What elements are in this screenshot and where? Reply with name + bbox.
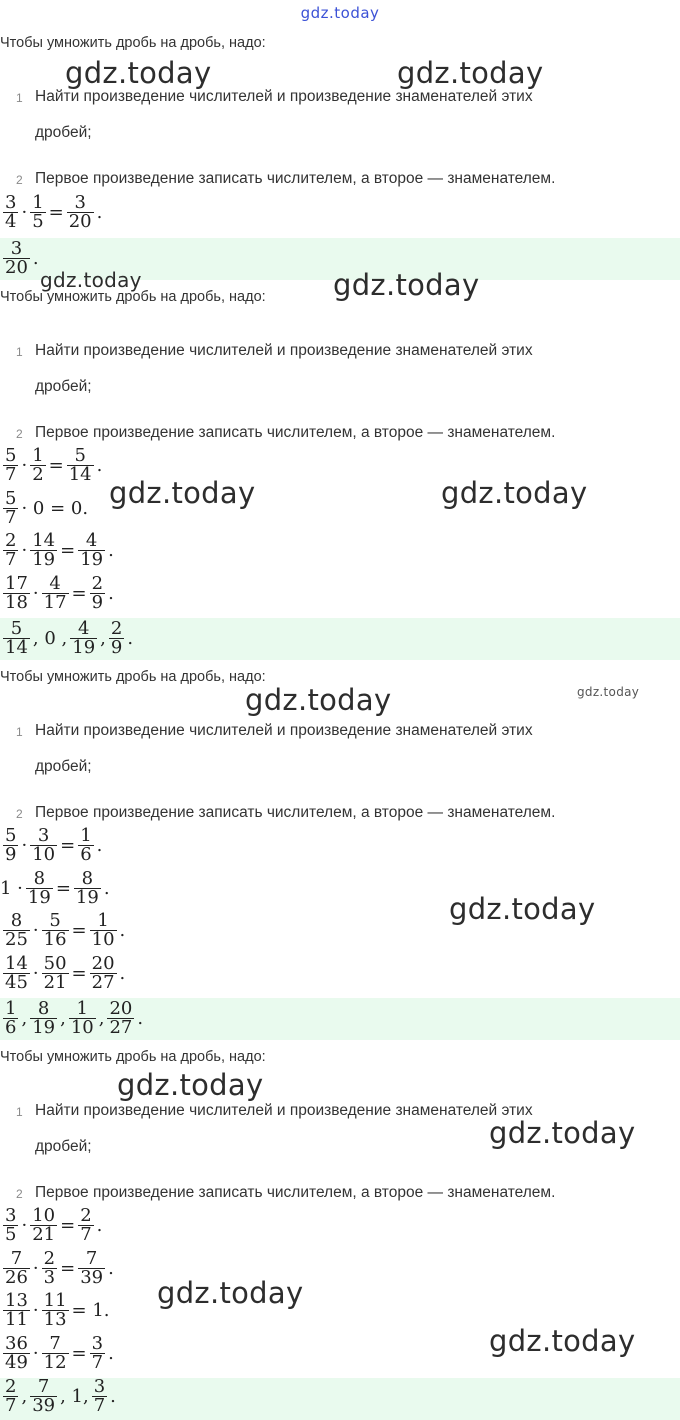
- watermark: gdz.today: [65, 56, 212, 90]
- fraction: [3, 240, 30, 277]
- denominator: 2: [32, 464, 44, 485]
- fraction: [30, 194, 45, 231]
- fraction: [3, 1207, 18, 1244]
- numerator: 3: [3, 240, 30, 259]
- fraction: [30, 827, 57, 864]
- math-text: , 0 ,: [32, 628, 68, 649]
- fraction: [3, 490, 18, 527]
- watermark: gdz.today: [489, 1116, 636, 1150]
- math-text: =: [71, 583, 87, 604]
- watermark: gdz.today: [577, 685, 640, 699]
- math-text: ·: [32, 963, 39, 984]
- equation: [0, 870, 110, 910]
- denominator: 45: [5, 972, 28, 993]
- math-text: ·: [21, 455, 28, 476]
- fraction: [78, 1207, 93, 1244]
- denominator: 5: [5, 1224, 17, 1245]
- math-text: ·: [21, 202, 28, 223]
- math-text: ·: [32, 583, 39, 604]
- numerator: 8: [30, 1000, 57, 1019]
- math-text: · 0 = 0.: [21, 498, 89, 519]
- fraction: [67, 447, 94, 484]
- math-text: .: [137, 1008, 144, 1029]
- equation: [0, 1250, 114, 1290]
- step-number: 2: [16, 807, 23, 821]
- numerator: 7: [42, 1335, 69, 1354]
- fraction: [74, 870, 101, 907]
- math-text: 1 ·: [0, 878, 23, 899]
- watermark: gdz.today: [333, 268, 480, 302]
- numerator: 5: [67, 447, 94, 466]
- step-text: Найти произведение числителей и произведение знаменателей этих: [35, 342, 533, 359]
- math-text: .: [108, 1258, 114, 1279]
- denominator: 7: [80, 1224, 92, 1245]
- numerator: 3: [91, 1335, 104, 1354]
- numerator: 5: [5, 490, 17, 509]
- denominator: 21: [43, 972, 67, 993]
- fraction: [42, 955, 69, 992]
- denominator: 6: [80, 844, 92, 865]
- equation: [0, 447, 102, 487]
- fraction: [107, 1000, 134, 1037]
- denominator: 13: [43, 1309, 67, 1330]
- numerator: 14: [5, 955, 28, 974]
- numerator: 8: [26, 870, 53, 889]
- numerator: 5: [3, 620, 30, 639]
- math-text: =: [60, 1258, 76, 1279]
- math-text: .: [108, 1343, 114, 1364]
- fraction: [90, 1335, 105, 1372]
- answer-expression: [0, 1378, 116, 1418]
- fraction: [92, 1378, 107, 1415]
- denominator: 3: [43, 1267, 56, 1288]
- numerator: 2: [110, 620, 123, 639]
- fraction: [42, 1335, 69, 1372]
- numerator: 5: [5, 447, 17, 466]
- numerator: 2: [91, 575, 104, 594]
- numerator: 7: [30, 1378, 57, 1397]
- numerator: 7: [78, 1250, 105, 1269]
- fraction: [78, 532, 105, 569]
- equation: [0, 490, 88, 530]
- intro-text: Чтобы умножить дробь на дробь, надо:: [0, 669, 266, 685]
- numerator: 11: [43, 1292, 67, 1311]
- answer-expression: [0, 620, 133, 660]
- numerator: 2: [80, 1207, 92, 1226]
- step-number: 2: [16, 427, 23, 441]
- fraction: [3, 194, 18, 231]
- denominator: 7: [5, 549, 17, 570]
- watermark: gdz.today: [397, 56, 544, 90]
- intro-text: Чтобы умножить дробь на дробь, надо:: [0, 35, 266, 51]
- numerator: 4: [78, 532, 105, 551]
- fraction: [3, 575, 30, 612]
- fraction: [42, 912, 69, 949]
- watermark: gdz.today: [441, 476, 588, 510]
- denominator: 26: [5, 1267, 28, 1288]
- site-header: [0, 0, 680, 26]
- denominator: 10: [70, 1017, 94, 1038]
- fraction: [3, 827, 18, 864]
- numerator: 50: [43, 955, 67, 974]
- numerator: 14: [32, 532, 56, 551]
- step-text: дробей;: [35, 124, 92, 141]
- math-text: ·: [32, 920, 39, 941]
- math-text: , 1,: [60, 1386, 89, 1407]
- math-text: =: [71, 963, 87, 984]
- math-text: =: [60, 540, 76, 561]
- fraction: [26, 870, 53, 907]
- fraction: [78, 1250, 105, 1287]
- equation: [0, 1207, 102, 1247]
- step-number: 2: [16, 1187, 23, 1201]
- fraction: [67, 194, 94, 231]
- fraction: [69, 1000, 96, 1037]
- equation: [0, 1335, 114, 1375]
- numerator: 2: [5, 532, 17, 551]
- denominator: 12: [43, 1352, 67, 1373]
- denominator: 7: [91, 1352, 104, 1373]
- math-text: =: [60, 1215, 76, 1236]
- denominator: 9: [110, 637, 123, 658]
- math-text: ,: [98, 1008, 105, 1029]
- fraction: [3, 1335, 30, 1372]
- denominator: 19: [27, 887, 51, 908]
- denominator: 21: [32, 1224, 56, 1245]
- fraction: [30, 447, 45, 484]
- math-text: .: [96, 835, 103, 856]
- numerator: 3: [5, 1207, 17, 1226]
- denominator: 9: [91, 592, 104, 613]
- numerator: 1: [32, 194, 44, 213]
- fraction: [3, 1000, 18, 1037]
- math-text: .: [110, 1386, 116, 1407]
- site-logo-text[interactable]: gdz.today: [300, 4, 380, 22]
- math-text: =: [55, 878, 71, 899]
- watermark: gdz.today: [40, 268, 142, 292]
- step-text: Первое произведение записать числителем, а второе — знаменателем.: [35, 424, 556, 441]
- math-text: ·: [32, 1300, 39, 1321]
- math-text: = 1.: [71, 1300, 110, 1321]
- math-text: .: [103, 878, 110, 899]
- numerator: 3: [5, 194, 17, 213]
- denominator: 39: [80, 1267, 104, 1288]
- fraction: [30, 1378, 57, 1415]
- numerator: 4: [70, 620, 97, 639]
- equation: [0, 912, 125, 952]
- numerator: 8: [3, 912, 30, 931]
- numerator: 2: [5, 1378, 17, 1397]
- denominator: 7: [93, 1395, 106, 1416]
- equation: [0, 194, 102, 234]
- fraction: [90, 912, 117, 949]
- math-text: .: [119, 920, 126, 941]
- math-text: .: [96, 1215, 103, 1236]
- denominator: 9: [5, 844, 17, 865]
- denominator: 10: [32, 844, 56, 865]
- fraction: [90, 955, 117, 992]
- numerator: 3: [67, 194, 94, 213]
- math-text: .: [108, 583, 114, 604]
- denominator: 20: [5, 257, 28, 278]
- fraction: [30, 532, 57, 569]
- answer-expression: [0, 240, 39, 280]
- math-text: .: [127, 628, 134, 649]
- step-text: Найти произведение числителей и произведение знаменателей этих: [35, 88, 533, 105]
- numerator: 1: [90, 912, 117, 931]
- denominator: 19: [32, 549, 56, 570]
- fraction: [30, 1000, 57, 1037]
- step-text: дробей;: [35, 1138, 92, 1155]
- denominator: 14: [5, 637, 28, 658]
- denominator: 5: [32, 211, 44, 232]
- step-number: 1: [16, 1105, 23, 1119]
- step-text: Первое произведение записать числителем, а второе — знаменателем.: [35, 1184, 556, 1201]
- denominator: 19: [80, 549, 104, 570]
- denominator: 19: [32, 1017, 56, 1038]
- fraction: [3, 1250, 30, 1287]
- math-text: ,: [100, 628, 106, 649]
- numerator: 5: [42, 912, 69, 931]
- math-text: =: [48, 202, 64, 223]
- equation: [0, 575, 114, 615]
- watermark: gdz.today: [245, 683, 392, 717]
- equation: [0, 532, 114, 572]
- denominator: 11: [5, 1309, 28, 1330]
- fraction: [3, 1292, 30, 1329]
- intro-text: Чтобы умножить дробь на дробь, надо:: [0, 289, 266, 305]
- fraction: [3, 1378, 18, 1415]
- numerator: 17: [5, 575, 28, 594]
- math-text: ·: [32, 1343, 39, 1364]
- denominator: 7: [5, 507, 17, 528]
- math-text: =: [60, 835, 76, 856]
- denominator: 7: [5, 1395, 17, 1416]
- fraction: [3, 620, 30, 657]
- numerator: 1: [80, 827, 92, 846]
- math-text: ,: [21, 1008, 28, 1029]
- denominator: 19: [75, 887, 99, 908]
- step-text: Первое произведение записать числителем, а второе — знаменателем.: [35, 804, 556, 821]
- denominator: 4: [5, 211, 17, 232]
- math-text: =: [48, 455, 64, 476]
- denominator: 17: [43, 592, 67, 613]
- step-number: 1: [16, 91, 23, 105]
- fraction: [30, 1207, 57, 1244]
- denominator: 6: [5, 1017, 17, 1038]
- fraction: [3, 955, 30, 992]
- numerator: 1: [5, 1000, 17, 1019]
- denominator: 27: [109, 1017, 133, 1038]
- math-text: .: [32, 248, 39, 269]
- numerator: 1: [69, 1000, 96, 1019]
- math-text: .: [96, 202, 103, 223]
- numerator: 1: [32, 447, 44, 466]
- step-text: дробей;: [35, 378, 92, 395]
- denominator: 7: [5, 464, 17, 485]
- math-text: ·: [21, 835, 28, 856]
- numerator: 4: [42, 575, 69, 594]
- equation: [0, 955, 125, 995]
- step-text: Найти произведение числителей и произведение знаменателей этих: [35, 722, 533, 739]
- fraction: [78, 827, 93, 864]
- numerator: 5: [5, 827, 17, 846]
- numerator: 20: [91, 955, 115, 974]
- denominator: 27: [91, 972, 115, 993]
- numerator: 13: [5, 1292, 28, 1311]
- equation: [0, 1292, 110, 1332]
- denominator: 10: [91, 929, 115, 950]
- math-text: .: [108, 540, 114, 561]
- denominator: 39: [32, 1395, 56, 1416]
- denominator: 20: [68, 211, 92, 232]
- numerator: 8: [74, 870, 101, 889]
- step-text: Первое произведение записать числителем, а второе — знаменателем.: [35, 170, 556, 187]
- math-text: =: [71, 920, 87, 941]
- math-text: .: [96, 455, 103, 476]
- numerator: 3: [30, 827, 57, 846]
- numerator: 2: [43, 1250, 56, 1269]
- denominator: 25: [5, 929, 28, 950]
- step-number: 2: [16, 173, 23, 187]
- denominator: 19: [72, 637, 96, 658]
- numerator: 7: [3, 1250, 30, 1269]
- numerator: 3: [93, 1378, 106, 1397]
- fraction: [109, 620, 124, 657]
- math-text: ·: [21, 1215, 28, 1236]
- math-text: ·: [21, 540, 28, 561]
- numerator: 36: [5, 1335, 28, 1354]
- equation: [0, 827, 102, 867]
- step-number: 1: [16, 345, 23, 359]
- step-text: Найти произведение числителей и произведение знаменателей этих: [35, 1102, 533, 1119]
- denominator: 16: [43, 929, 67, 950]
- watermark: gdz.today: [157, 1276, 304, 1310]
- fraction: [42, 575, 69, 612]
- math-text: ·: [32, 1258, 39, 1279]
- fraction: [42, 1250, 57, 1287]
- fraction: [3, 447, 18, 484]
- intro-text: Чтобы умножить дробь на дробь, надо:: [0, 1049, 266, 1065]
- fraction: [90, 575, 105, 612]
- math-text: ,: [21, 1386, 28, 1407]
- denominator: 18: [5, 592, 28, 613]
- numerator: 10: [32, 1207, 56, 1226]
- answer-expression: [0, 1000, 143, 1040]
- step-text: дробей;: [35, 758, 92, 775]
- watermark: gdz.today: [449, 892, 596, 926]
- numerator: 20: [109, 1000, 133, 1019]
- denominator: 14: [68, 464, 92, 485]
- watermark: gdz.today: [489, 1324, 636, 1358]
- watermark: gdz.today: [117, 1068, 264, 1102]
- fraction: [3, 912, 30, 949]
- fraction: [70, 620, 97, 657]
- math-text: =: [71, 1343, 87, 1364]
- denominator: 49: [5, 1352, 28, 1373]
- fraction: [42, 1292, 69, 1329]
- watermark: gdz.today: [109, 476, 256, 510]
- step-number: 1: [16, 725, 23, 739]
- math-text: ,: [60, 1008, 66, 1029]
- fraction: [3, 532, 18, 569]
- math-text: .: [119, 963, 126, 984]
